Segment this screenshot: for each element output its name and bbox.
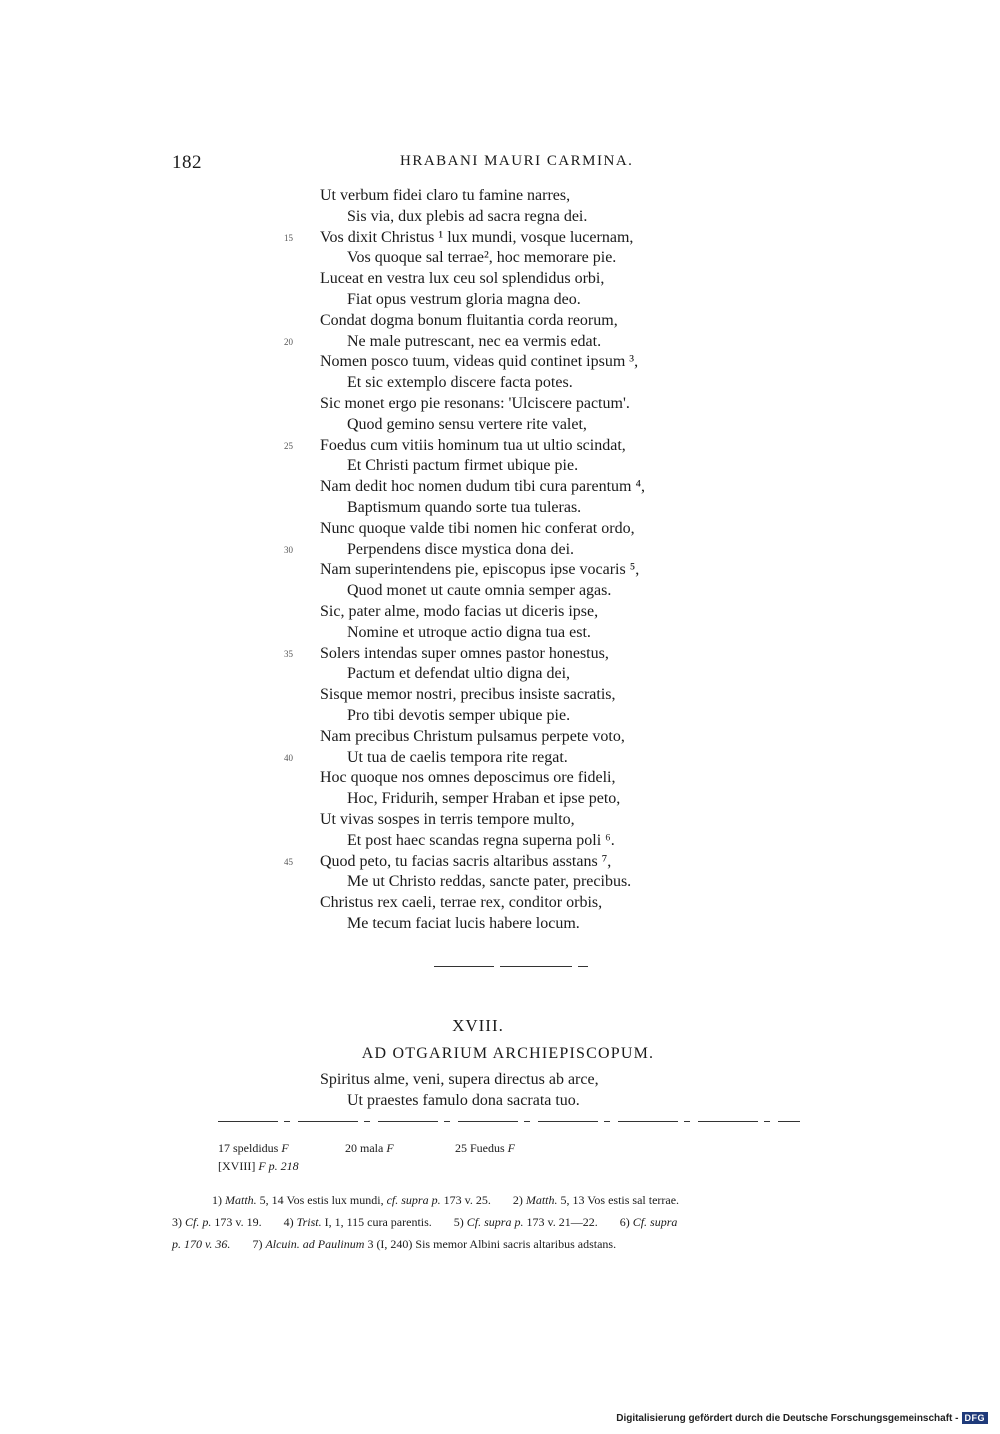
verse-text: Nomen posco tuum, videas quid continet ipsum ³,	[320, 353, 639, 371]
verse-text: Sisque memor nostri, precibus insiste sacratis,	[320, 686, 616, 704]
section-verse-2: Ut praestes famulo dona sacrata tuo.	[347, 1092, 580, 1109]
verse-line	[0, 872, 1000, 893]
verse-text: Vos quoque sal terrae², hoc memorare pie.	[347, 249, 617, 267]
verse-line	[0, 706, 1000, 727]
verse-text: Luceat en vestra lux ceu sol splendidus orbi,	[320, 270, 605, 288]
verse-line	[0, 207, 1000, 228]
verse-line	[0, 519, 1000, 540]
verse-text: Ne male putrescant, nec ea vermis edat.	[347, 332, 602, 350]
verse-text: Nam dedit hoc nomen dudum tibi cura parentum ⁴,	[320, 478, 646, 496]
variant-line: 20 mala F	[345, 1141, 394, 1155]
line-number: 15	[284, 232, 293, 243]
verse-line	[0, 602, 1000, 623]
verse-text: Pactum et defendat ultio digna dei,	[347, 665, 571, 683]
verse-text: Quod gemino sensu vertere rite valet,	[347, 415, 587, 433]
verse-line	[0, 581, 1000, 602]
verse-text: Vos dixit Christus ¹ lux mundi, vosque lucernam,	[320, 228, 634, 246]
verse-text: Fiat opus vestrum gloria magna deo.	[347, 290, 581, 308]
verse-text: Sis via, dux plebis ad sacra regna dei.	[347, 207, 588, 225]
verse-line	[0, 540, 1000, 561]
verse-line	[0, 186, 1000, 207]
verse-line	[0, 685, 1000, 706]
verse-line	[0, 789, 1000, 810]
verse-line	[0, 560, 1000, 581]
line-number: 40	[284, 752, 293, 763]
verse-text: Et Christi pactum firmet ubique pie.	[347, 457, 579, 475]
apparatus-rule	[218, 1121, 800, 1122]
verse-text: Nam precibus Christum pulsamus perpete voto,	[320, 727, 625, 745]
verse-text: Et sic extemplo discere facta potes.	[347, 374, 573, 392]
verse-line	[0, 311, 1000, 332]
verse-line	[0, 623, 1000, 644]
section-verse-1: Spiritus alme, veni, supera directus ab arce,	[320, 1071, 599, 1088]
verse-text: Sic, pater alme, modo facias ut diceris ipse,	[320, 602, 599, 620]
line-number: 35	[284, 648, 293, 659]
page-number: 182	[172, 152, 202, 173]
verse-text: Hoc, Fridurih, semper Hraban et ipse peto,	[347, 790, 621, 808]
verse-text: Me tecum faciat lucis habere locum.	[347, 914, 580, 932]
running-title: HRABANI MAURI CARMINA.	[400, 153, 634, 169]
verse-line	[0, 852, 1000, 873]
funding-credit	[616, 1412, 988, 1424]
variant-line: 25 Fuedus F	[455, 1141, 516, 1155]
verse-text: Pro tibi devotis semper ubique pie.	[347, 706, 571, 724]
verse-text: Hoc quoque nos omnes deposcimus ore fideli,	[320, 769, 616, 787]
verse-line	[0, 477, 1000, 498]
verse-line	[0, 269, 1000, 290]
verse-line	[0, 456, 1000, 477]
verse-line	[0, 644, 1000, 665]
verse-text: Me ut Christo reddas, sancte pater, precibus.	[347, 873, 632, 891]
verse-line	[0, 768, 1000, 789]
verse-line	[0, 436, 1000, 457]
verse-line	[0, 498, 1000, 519]
verse-text: Sic monet ergo pie resonans: 'Ulciscere pactum'.	[320, 394, 630, 412]
verse-text: Christus rex caeli, terrae rex, conditor orbis,	[320, 894, 603, 912]
verse-text: Perpendens disce mystica dona dei.	[347, 540, 575, 558]
line-number: 20	[284, 336, 293, 347]
variant-line: 17 speldidus F	[218, 1141, 289, 1155]
verse-line	[0, 727, 1000, 748]
verse-line	[0, 352, 1000, 373]
footnote-line-1: 1) Matth. 5, 14 Vos estis lux mundi, cf. supra p. 173 v. 25. 2) Matth. 5, 13 Vos estis sal terrae.	[212, 1193, 680, 1207]
verse-text: Quod monet ut caute omnia semper agas.	[347, 582, 612, 600]
line-number: 45	[284, 856, 293, 867]
verse-line	[0, 332, 1000, 353]
verse-text: Nam superintendens pie, episcopus ipse vocaris ⁵,	[320, 561, 640, 579]
footnote-line-3: p. 170 v. 36. 7) Alcuin. ad Paulinum 3 (I, 240) Sis memor Albini sacris altaribus adstans.	[172, 1237, 617, 1251]
verse-text: Baptismum quando sorte tua tuleras.	[347, 498, 582, 516]
verse-text: Nunc quoque valde tibi nomen hic conferat ordo,	[320, 519, 635, 537]
verse-text: Condat dogma bonum fluitantia corda reorum,	[320, 311, 618, 329]
footnote-line-2: 3) Cf. p. 173 v. 19. 4) Trist. I, 1, 115 cura parentis. 5) Cf. supra p. 173 v. 21—22. 6) Cf. supra	[172, 1215, 678, 1229]
verse-line	[0, 748, 1000, 769]
divider-rule	[578, 966, 588, 967]
verse-line	[0, 228, 1000, 249]
verse-line	[0, 893, 1000, 914]
verse-line	[0, 248, 1000, 269]
verse-line	[0, 415, 1000, 436]
verse-line	[0, 394, 1000, 415]
dfg-logo: DFG	[962, 1412, 989, 1424]
verse-text: Solers intendas super omnes pastor honestus,	[320, 644, 609, 662]
verse-text: Ut verbum fidei claro tu famine narres,	[320, 187, 571, 204]
verse-text: Nomine et utroque actio digna tua est.	[347, 623, 591, 641]
divider-rule	[500, 966, 572, 967]
verse-line	[0, 664, 1000, 685]
line-number: 25	[284, 440, 293, 451]
verse-line	[0, 831, 1000, 852]
verse-text: Ut tua de caelis tempora rite regat.	[347, 748, 568, 766]
verse-line	[0, 373, 1000, 394]
divider-rule	[434, 966, 494, 967]
verse-line	[0, 290, 1000, 311]
verse-text: Foedus cum vitiis hominum tua ut ultio scindat,	[320, 436, 626, 454]
verse-text: Ut vivas sospes in terris tempore multo,	[320, 810, 575, 828]
line-number: 30	[284, 544, 293, 555]
poem-body	[0, 186, 1000, 935]
section-title: AD OTGARIUM ARCHIEPISCOPUM.	[361, 1045, 655, 1062]
verse-line	[0, 914, 1000, 935]
verse-text: Et post haec scandas regna superna poli ⁶.	[347, 831, 615, 849]
verse-line	[0, 810, 1000, 831]
credit-text: Digitalisierung gefördert durch die Deutsche Forschungsgemeinschaft -	[616, 1412, 959, 1424]
section-number: XVIII.	[452, 1016, 504, 1035]
variant-line: [XVIII] F p. 218	[218, 1159, 299, 1173]
verse-text: Quod peto, tu facias sacris altaribus asstans ⁷,	[320, 852, 612, 870]
